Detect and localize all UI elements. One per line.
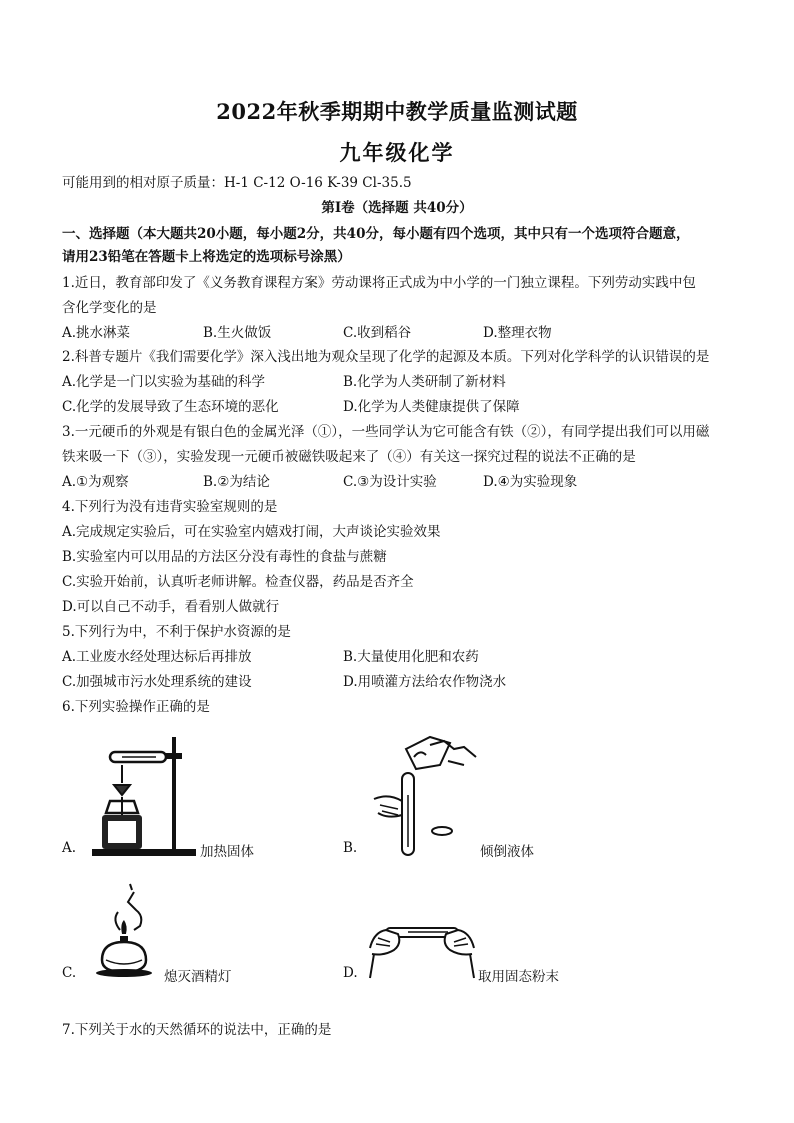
- q6-stem-1: 6.下列实验操作正确的是: [62, 699, 210, 715]
- q5-option-c: C.加强城市污水处理系统的建设: [62, 674, 252, 690]
- q3-option-a: A.①为观察: [62, 474, 129, 490]
- q3-option-d: D.④为实验现象: [483, 474, 578, 490]
- q3-stem-1: 3.一元硬币的外观是有银白色的金属光泽（①），一些同学认为它可能含有铁（②），有同学提出我们可以用磁: [62, 424, 710, 440]
- instructions-line-2: 请用23铅笔在答题卡上将选定的选项标号涂黑）: [62, 249, 351, 265]
- q4-stem-1: 4.下列行为没有违背实验室规则的是: [62, 499, 278, 515]
- q5-option-b: B.大量使用化肥和农药: [343, 649, 479, 665]
- q7-stem-1: 7.下列关于水的天然循环的说法中，正确的是: [62, 1022, 332, 1038]
- q1-option-a: A.挑水淋菜: [62, 325, 131, 341]
- q5-stem-1: 5.下列行为中，不利于保护水资源的是: [62, 624, 291, 640]
- q6-option-a-label: 加热固体: [200, 844, 254, 860]
- q3-option-b: B.②为结论: [203, 474, 270, 490]
- q6-option-c-label: 熄灭酒精灯: [164, 969, 232, 985]
- q4-option-a: A.完成规定实验后，可在实验室内嬉戏打闹，大声谈论实验效果: [62, 524, 441, 540]
- q2-stem-1: 2.科普专题片《我们需要化学》深入浅出地为观众呈现了化学的起源及本质。下列对化学科学的认识错误的是: [62, 349, 710, 365]
- q6-option-d-letter: D.: [343, 965, 358, 981]
- exam-title: 2022年秋季期期中教学质量监测试题: [216, 99, 578, 124]
- q1-stem-2: 含化学变化的是: [62, 300, 157, 316]
- q2-option-b: B.化学为人类研制了新材料: [343, 374, 506, 390]
- q6-option-c-letter: C.: [62, 965, 77, 981]
- q4-option-c: C.实验开始前，认真听老师讲解。检查仪器，药品是否齐全: [62, 574, 414, 590]
- q4-option-d: D.可以自己不动手，看看别人做就行: [62, 599, 280, 615]
- q6-option-b-letter: B.: [343, 840, 358, 856]
- q5-option-a: A.工业废水经处理达标后再排放: [62, 649, 252, 665]
- q5-option-d: D.用喷灌方法给农作物浇水: [343, 674, 507, 690]
- heating-solid-illustration: [92, 735, 200, 857]
- pouring-liquid-illustration: [368, 735, 480, 857]
- take-solid-powder-illustration: [368, 908, 476, 980]
- q1-stem-1: 1.近日，教育部印发了《义务教育课程方案》劳动课将正式成为中小学的一门独立课程。下列劳动实践中包: [62, 275, 696, 291]
- q2-option-c: C.化学的发展导致了生态环境的恶化: [62, 399, 279, 415]
- q3-stem-2: 铁来吸一下（③），实验发现一元硬币被磁铁吸起来了（④）有关这一探究过程的说法不正确的是: [62, 449, 636, 465]
- q4-option-b: B.实验室内可以用品的方法区分没有毒性的食盐与蔗糖: [62, 549, 387, 565]
- atomic-masses: 可能用到的相对原子质量：H-1 C-12 O-16 K-39 Cl-35.5: [62, 175, 412, 191]
- extinguish-alcohol-lamp-illustration: [92, 880, 168, 980]
- q1-option-c: C.收到稻谷: [343, 325, 412, 341]
- q1-option-b: B.生火做饭: [203, 325, 272, 341]
- q6-option-a-letter: A.: [62, 840, 77, 856]
- q2-option-d: D.化学为人类健康提供了保障: [343, 399, 520, 415]
- instructions-line-1: 一、选择题（本大题共20小题，每小题2分，共40分，每小题有四个选项，其中只有一个选项符合题意，: [62, 226, 690, 242]
- q2-option-a: A.化学是一门以实验为基础的科学: [62, 374, 266, 390]
- q1-option-d: D.整理衣物: [483, 325, 552, 341]
- q3-option-c: C.③为设计实验: [343, 474, 437, 490]
- q6-option-b-label: 倾倒液体: [480, 844, 534, 860]
- q6-option-d-label: 取用固态粉末: [478, 969, 559, 985]
- exam-subtitle: 九年级化学: [339, 140, 455, 165]
- section-title: 第Ⅰ卷（选择题 共40分）: [321, 200, 473, 216]
